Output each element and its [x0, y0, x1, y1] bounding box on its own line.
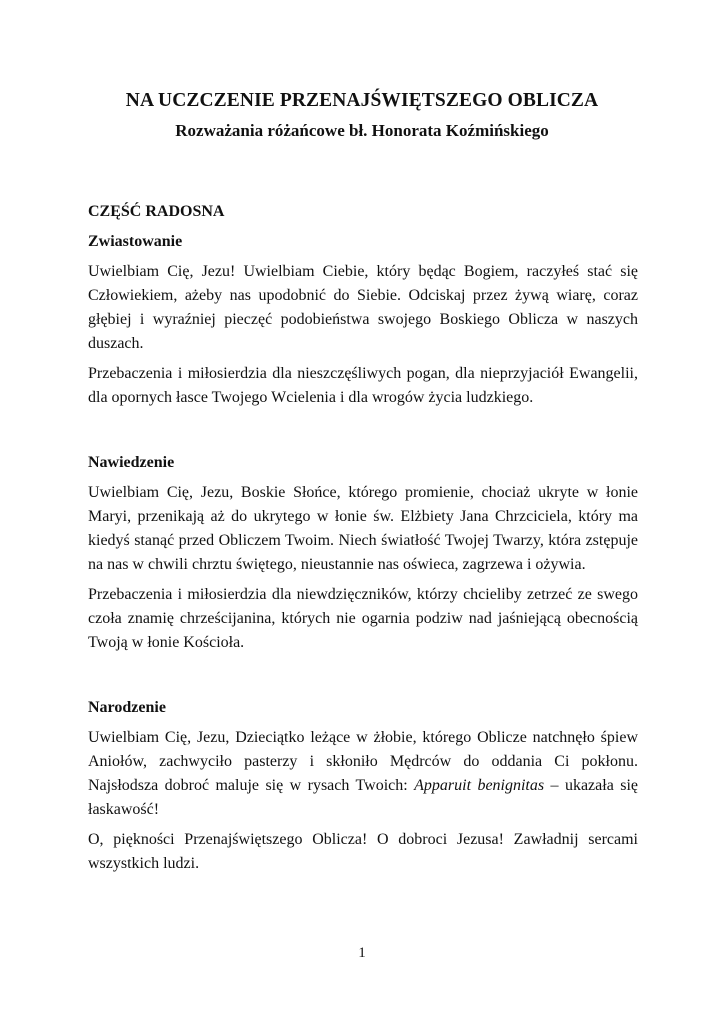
page-subtitle: Rozważania różańcowe bł. Honorata Koźmińskiego [175, 121, 549, 140]
section-heading: Nawiedzenie [88, 454, 175, 471]
section-heading: Zwiastowanie [88, 233, 183, 250]
section-zwiastowanie [88, 230, 638, 410]
page-title: NA UCZCZENIE PRZENAJŚWIĘTSZEGO OBLICZA [125, 90, 599, 111]
section-nawiedzenie [88, 451, 638, 655]
section-narodzenie [88, 696, 638, 876]
paragraph [88, 726, 638, 822]
paragraph: Uwielbiam Cię, Jezu, Boskie Słońce, którego promienie, chociaż ukryte w łonie Maryi, przenikają aż do ukrytego w łonie św. Elżbiety Jana Chrzciciela, który ma kiedyś stanąć przed Obliczem Twoim. Niech światłość Twojej Twarzy, która zstępuje na nas w chwili chrztu świętego, nieustannie nas oświeca, zagrzewa i ożywia. [88, 484, 638, 573]
paragraph-text: – ukazała się łaskawość! [88, 777, 638, 818]
section-heading: Narodzenie [88, 699, 166, 716]
paragraph: Uwielbiam Cię, Jezu! Uwielbiam Ciebie, który będąc Bogiem, raczyłeś stać się Człowiekiem, ażeby nas upodobnić do Siebie. Odciskaj przez żywą wiarę, coraz głębiej i wyraźniej pieczęć podobieństwa swojego Boskiego Oblicza w naszych duszach. [88, 263, 638, 352]
latin-quote: Apparuit benignitas [414, 777, 545, 794]
part-title: CZĘŚĆ RADOSNA [88, 203, 225, 220]
paragraph: O, piękności Przenajświętszego Oblicza! O dobroci Jezusa! Zawładnij sercami wszystkich ludzi. [88, 831, 638, 872]
paragraph: Przebaczenia i miłosierdzia dla niewdzięczników, którzy chcieliby zetrzeć ze swego czoła znamię chrześcijanina, których nie ogarnia podziw nad jaśniejącą obecnością Twoją w łonie Kościoła. [88, 586, 638, 651]
page-number: 1 [358, 945, 366, 961]
paragraph: Przebaczenia i miłosierdzia dla nieszczęśliwych pogan, dla nieprzyjaciół Ewangelii, dla opornych łasce Twojego Wcielenia i dla wrogów życia ludzkiego. [88, 365, 638, 406]
document-body [88, 200, 638, 882]
paragraph-text: Uwielbiam Cię, Jezu, Dzieciątko leżące w żłobie, którego Oblicze natchnęło śpiew Aniołów, zachwyciło pasterzy i skłoniło Mędrców do oddania Ci pokłonu. Najsłodsza dobroć maluje się w rysach Twoich: [88, 729, 638, 794]
